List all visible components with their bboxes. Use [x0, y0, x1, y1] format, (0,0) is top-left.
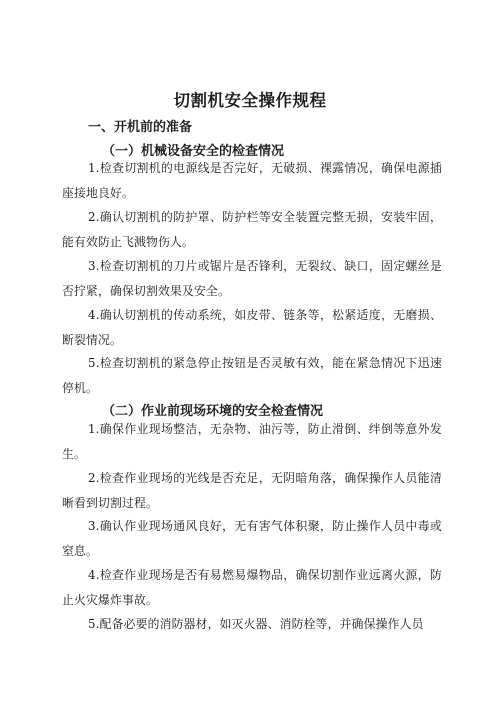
site-check-item-1: 1.确保作业现场整洁，无杂物、油污等，防止滑倒、绊倒等意外发生。 [62, 422, 442, 461]
equipment-check-item-3: 3.检查切割机的刀片或锯片是否锋利，无裂纹、缺口，固定螺丝是否拧紧，确保切割效果及安全。 [62, 259, 442, 298]
document-title: 切割机安全操作规程 [173, 91, 327, 110]
equipment-check-item-2: 2.确认切割机的防护罩、防护栏等安全装置完整无损，安装牢固，能有效防止飞溅物伤人。 [62, 210, 442, 249]
equipment-check-item-4: 4.确认切割机的传动系统，如皮带、链条等，松紧适度，无磨损、断裂情况。 [62, 308, 442, 347]
subsection-heading-equipment-check: （一）机械设备安全的检查情况 [102, 144, 285, 159]
section-heading-preparation: 一、开机前的准备 [88, 120, 193, 135]
equipment-check-item-1: 1.检查切割机的电源线是否完好，无破损、裸露情况，确保电源插座接地良好。 [62, 161, 442, 200]
site-check-item-5: 5.配备必要的消防器材，如灭火器、消防栓等，并确保操作人员 [88, 617, 424, 631]
site-check-item-3: 3.确认作业现场通风良好，无有害气体积聚，防止操作人员中毒或窒息。 [62, 519, 442, 558]
subsection-heading-site-check: （二）作业前现场环境的安全检查情况 [102, 404, 324, 419]
site-check-item-4: 4.检查作业现场是否有易燃易爆物品，确保切割作业远离火源，防止火灾爆炸事故。 [62, 568, 442, 607]
equipment-check-item-5: 5.检查切割机的紧急停止按钮是否灵敏有效，能在紧急情况下迅速停机。 [62, 356, 442, 395]
site-check-item-2: 2.检查作业现场的光线是否充足，无阴暗角落，确保操作人员能清晰看到切割过程。 [62, 471, 442, 510]
